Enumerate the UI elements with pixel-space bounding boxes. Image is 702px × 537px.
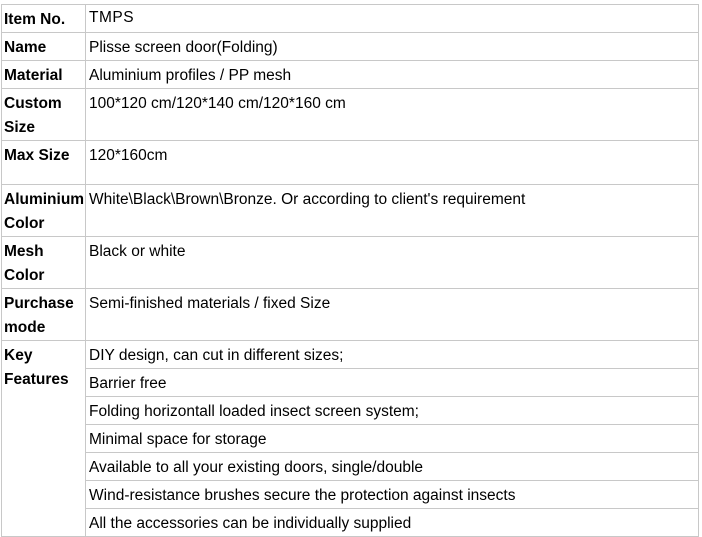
- row-label: Max Size: [2, 141, 86, 185]
- table-row-custom-size: [2, 89, 699, 141]
- feature-item: DIY design, can cut in different sizes;: [86, 341, 699, 369]
- feature-item: Folding horizontall loaded insect screen system;: [86, 397, 699, 425]
- table-row-feature: [2, 509, 699, 537]
- table-row-material: [2, 61, 699, 89]
- row-value: Aluminium profiles / PP mesh: [86, 61, 699, 89]
- product-spec-table: [1, 4, 699, 537]
- table-row-aluminium-color: [2, 185, 699, 237]
- row-label: Purchase mode: [2, 289, 86, 341]
- row-label: Mesh Color: [2, 237, 86, 289]
- table-row-max-size: [2, 141, 699, 185]
- row-value: Semi-finished materials / fixed Size: [86, 289, 699, 341]
- row-value: Plisse screen door(Folding): [86, 33, 699, 61]
- table-row-mesh-color: [2, 237, 699, 289]
- row-label: Name: [2, 33, 86, 61]
- table-row-feature: [2, 397, 699, 425]
- feature-item: Available to all your existing doors, single/double: [86, 453, 699, 481]
- row-label: Key Features: [2, 341, 86, 537]
- table-row-feature: [2, 481, 699, 509]
- table-row-purchase-mode: [2, 289, 699, 341]
- table-row-name: [2, 33, 699, 61]
- feature-item: Minimal space for storage: [86, 425, 699, 453]
- row-label: Item No.: [2, 5, 86, 33]
- feature-item: All the accessories can be individually supplied: [86, 509, 699, 537]
- row-label: Material: [2, 61, 86, 89]
- row-value: White\Black\Brown\Bronze. Or according to client's requirement: [86, 185, 699, 237]
- table-row-feature: [2, 369, 699, 397]
- feature-item: Barrier free: [86, 369, 699, 397]
- row-value: 120*160cm: [86, 141, 699, 185]
- row-value: 100*120 cm/120*140 cm/120*160 cm: [86, 89, 699, 141]
- row-label: Custom Size: [2, 89, 86, 141]
- table-row-key-features: [2, 341, 699, 369]
- table-row-item-no: [2, 5, 699, 33]
- feature-item: Wind-resistance brushes secure the protection against insects: [86, 481, 699, 509]
- row-label: Aluminium Color: [2, 185, 86, 237]
- row-value: TMPS: [86, 5, 699, 33]
- table-row-feature: [2, 453, 699, 481]
- row-value: Black or white: [86, 237, 699, 289]
- table-row-feature: [2, 425, 699, 453]
